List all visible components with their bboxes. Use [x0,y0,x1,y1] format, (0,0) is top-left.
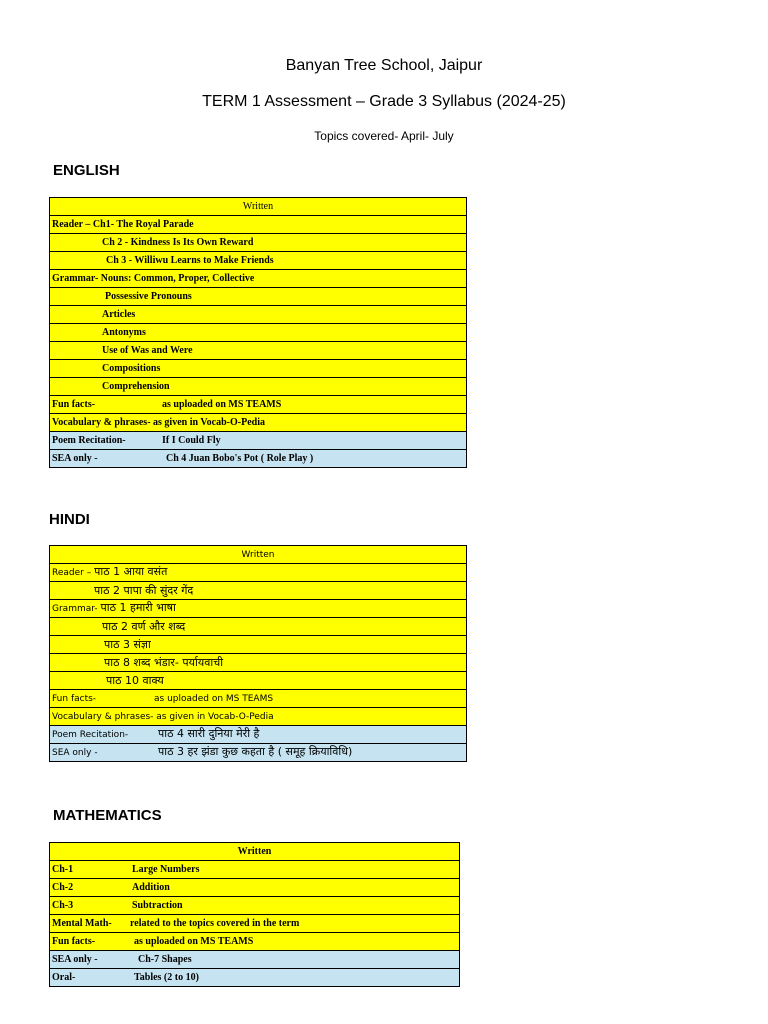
sea-label: SEA only - [52,748,98,758]
hindi-sea [50,744,467,762]
poem-label: Poem Recitation- [52,434,126,446]
hindi-poem [50,726,467,744]
math-heading: MATHEMATICS [53,807,162,824]
reader-value: पाठ 1 आया वसंत [94,565,168,578]
assessment-title: TERM 1 Assessment – Grade 3 Syllabus (2024-25) [202,93,566,110]
english-grammar: Grammar- Nouns: Common, Proper, Collective [50,270,467,288]
hindi-ch3: पाठ 3 संज्ञा [50,636,467,654]
english-was-were: Use of Was and Were [50,342,467,360]
hindi-ch10: पाठ 10 वाक्य [50,672,467,690]
funfacts-label: Fun facts- [52,693,97,704]
row-label: Ch-1 [52,863,74,875]
english-vocab: Vocabulary & phrases- as given in Vocab-O-Pedia [50,414,467,432]
english-table [49,197,467,468]
grammar-label: Grammar- [52,604,98,614]
hindi-heading: HINDI [49,511,90,528]
english-ch2: Ch 2 - Kindness Is Its Own Reward [50,234,467,252]
hindi-reader [50,564,467,582]
hindi-vocab: Vocabulary & phrases- as given in Vocab-O-Pedia [50,708,467,726]
row-value: related to the topics covered in the term [130,917,300,929]
grammar-value: पाठ 1 हमारी भाषा [100,601,176,614]
hindi-ch2: पाठ 2 पापा की सुंदर गेंद [50,582,467,600]
row-value: Large Numbers [132,863,200,875]
math-row [50,897,460,915]
english-poem [50,432,467,450]
hindi-funfacts [50,690,467,708]
funfacts-label: Fun facts- [52,398,96,410]
sea-value: पाठ 3 हर झंडा कुछ कहता है ( समूह क्रियाविधि) [158,745,353,758]
english-possessive: Possessive Pronouns [50,288,467,306]
school-name: Banyan Tree School, Jaipur [285,57,483,74]
reader-label: Reader – [52,568,92,578]
row-value: as uploaded on MS TEAMS [134,935,254,947]
row-value: Ch-7 Shapes [138,953,192,965]
row-label: Oral- [52,971,76,983]
row-label: SEA only - [52,953,98,965]
english-heading: ENGLISH [53,162,120,179]
sea-label: SEA only - [52,452,98,464]
english-comprehension: Comprehension [50,378,467,396]
poem-value: पाठ 4 सारी दुनिया मेरी है [158,727,260,740]
hindi-varna: पाठ 2 वर्ण और शब्द [50,618,467,636]
math-row [50,879,460,897]
math-table [49,842,460,987]
hindi-grammar [50,600,467,618]
row-label: Ch-2 [52,881,74,893]
written-header: Written [50,843,460,861]
topics-covered: Topics covered- April- July [314,129,454,143]
written-header: Written [50,198,467,216]
english-reader: Reader – Ch1- The Royal Parade [50,216,467,234]
english-articles: Articles [50,306,467,324]
written-header: Written [50,546,467,564]
english-ch3: Ch 3 - Williwu Learns to Make Friends [50,252,467,270]
english-sea [50,450,467,468]
row-label: Fun facts- [52,935,96,947]
funfacts-value: as uploaded on MS TEAMS [154,693,274,704]
english-compositions: Compositions [50,360,467,378]
poem-label: Poem Recitation- [52,730,129,740]
math-row [50,969,460,987]
math-row [50,915,460,933]
poem-value: If I Could Fly [162,434,221,446]
funfacts-value: as uploaded on MS TEAMS [162,398,282,410]
hindi-table [49,545,467,762]
english-antonyms: Antonyms [50,324,467,342]
row-label: Ch-3 [52,899,74,911]
row-value: Subtraction [132,899,183,911]
row-value: Tables (2 to 10) [134,971,199,983]
english-funfacts [50,396,467,414]
math-row [50,951,460,969]
row-label: Mental Math- [52,917,112,929]
math-row [50,933,460,951]
sea-value: Ch 4 Juan Bobo's Pot ( Role Play ) [166,452,314,464]
hindi-ch8: पाठ 8 शब्द भंडार- पर्यायवाची [50,654,467,672]
row-value: Addition [132,881,170,893]
math-row [50,861,460,879]
